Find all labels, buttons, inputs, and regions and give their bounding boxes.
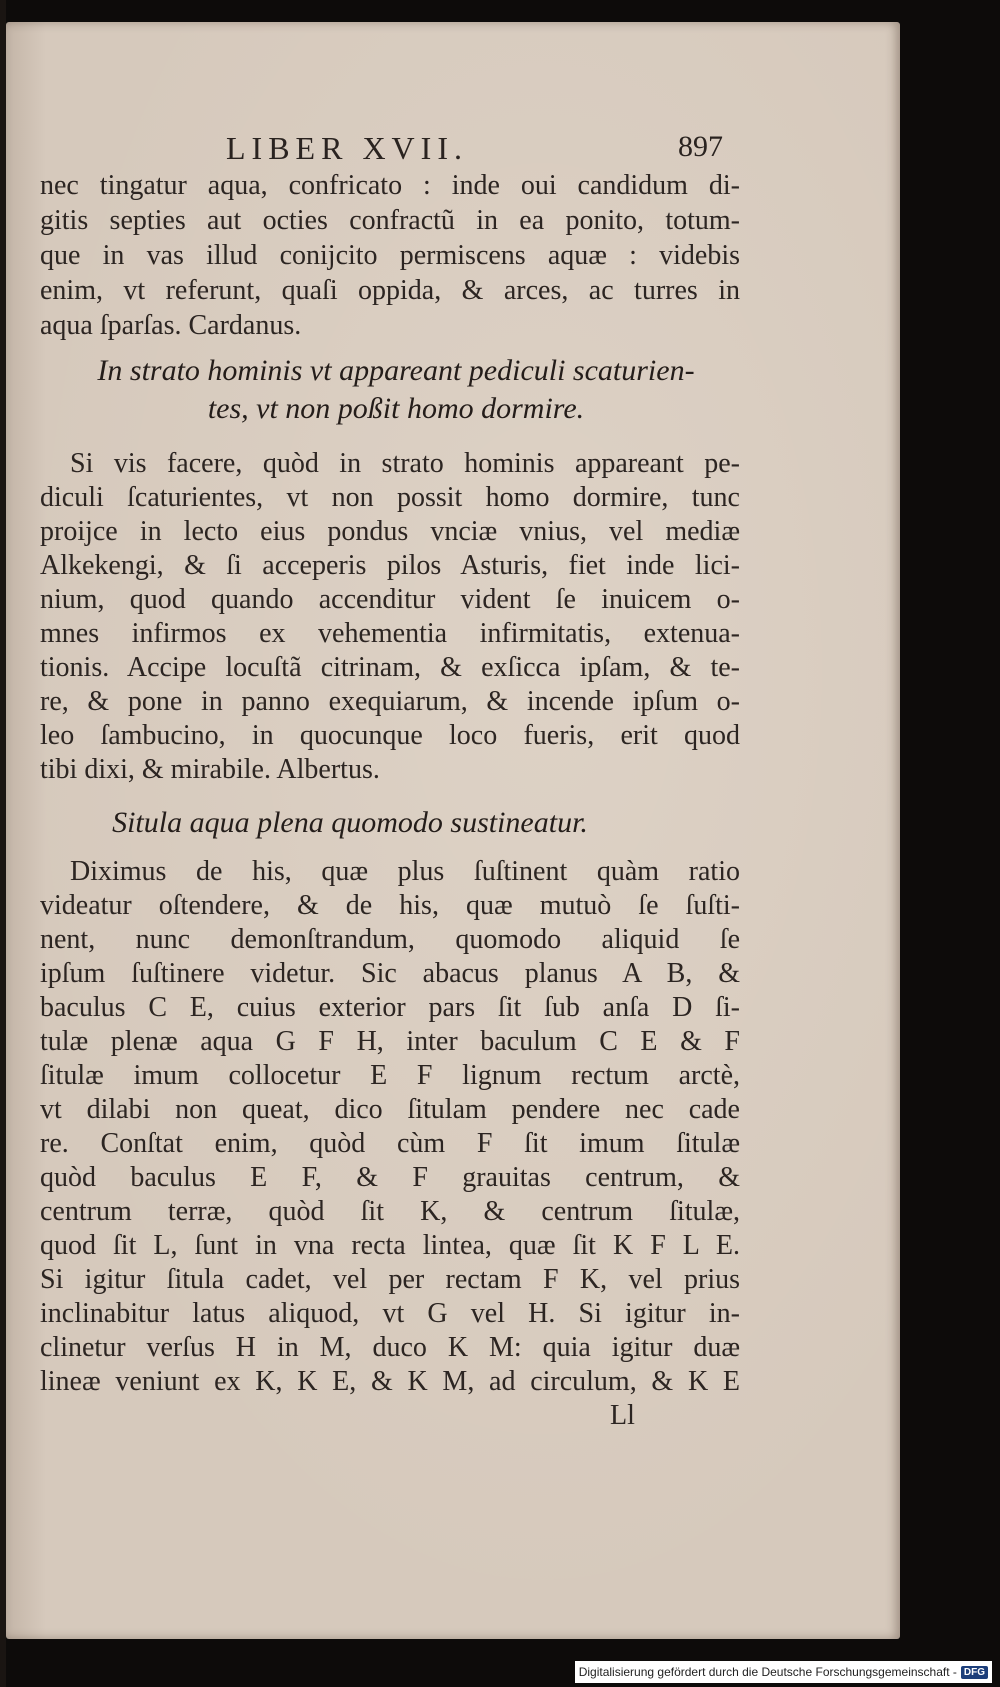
text-line: ipſum ſuſtinere videtur. Sic abacus planus A B, & (40, 958, 740, 989)
text-line: nec tingatur aqua, confricato : inde oui candidum di- (40, 170, 740, 201)
text-line: re, & pone in panno exequiarum, & incende ipſum o- (40, 686, 740, 717)
text-line: re. Conſtat enim, quòd cùm F ſit imum ſitulæ (40, 1128, 740, 1159)
text-line: quod ſit L, ſunt in vna recta lintea, quæ ſit K F L E. (40, 1230, 740, 1261)
text-line: que in vas illud conijcito permiscens aquæ : videbis (40, 240, 740, 271)
text-line: quòd baculus E F, & F grauitas centrum, & (40, 1162, 740, 1193)
text-line: nent, nunc demonſtrandum, quomodo aliquid ſe (40, 924, 740, 955)
text-line: tibi dixi, & mirabile. Albertus. (40, 754, 380, 785)
section-heading: Situla aqua plena quomodo sustineatur. (112, 806, 588, 839)
text-line: proijce in lecto eius pondus vnciæ vnius, vel mediæ (40, 516, 740, 547)
dfg-logo-icon: DFG (961, 1666, 988, 1679)
running-head: LIBER XVII. (226, 130, 468, 166)
section-heading: tes, vt non poßit homo dormire. (207, 392, 585, 425)
text-line: baculus C E, cuius exterior pars ſit ſub anſa D ſi- (40, 992, 740, 1023)
text-line: vt dilabi non queat, dico ſitulam pendere nec cade (40, 1094, 740, 1125)
text-line: clinetur verſus H in M, duco K M: quia igitur duæ (40, 1332, 740, 1363)
text-line: centrum terræ, quòd ſit K, & centrum ſitulæ, (40, 1196, 740, 1227)
text-line: ſitulæ imum collocetur E F lignum rectum arctè, (40, 1060, 740, 1091)
text-line: gitis septies aut octies confractũ in ea ponito, totum- (40, 205, 740, 236)
section-heading: In strato hominis vt appareant pediculi scaturien- (97, 354, 695, 387)
text-line: mnes infirmos ex vehementia infirmitatis, extenua- (40, 618, 740, 649)
text-line: aqua ſparſas. Cardanus. (40, 310, 302, 341)
page-number: 897 (678, 130, 723, 163)
text-line: leo ſambucino, in quocunque loco fueris, erit quod (40, 720, 740, 751)
text-line: Alkekengi, & ſi acceperis pilos Asturis, fiet inde lici- (40, 550, 740, 581)
text-line: lineæ veniunt ex K, K E, & K M, ad circulum, & K E (40, 1366, 740, 1397)
text-line: Diximus de his, quæ plus ſuſtinent quàm ratio (70, 856, 740, 887)
text-line: videatur oſtendere, & de his, quæ mutuò ſe ſuſti- (40, 890, 740, 921)
catchword: Ll (610, 1400, 635, 1431)
text-line: enim, vt referunt, quaſi oppida, & arces, ac turres in (40, 275, 740, 306)
text-line: nium, quod quando accenditur vident ſe inuicem o- (40, 584, 740, 615)
text-line: diculi ſcaturientes, vt non possit homo dormire, tunc (40, 482, 740, 513)
text-line: inclinabitur latus aliquod, vt G vel H. Si igitur in- (40, 1298, 740, 1329)
text-line: tulæ plenæ aqua G F H, inter baculum C E & F (40, 1026, 740, 1057)
text-line: Si vis facere, quòd in strato hominis appareant pe- (70, 448, 740, 479)
book-page (6, 22, 900, 1639)
text-line: tionis. Accipe locuſtã citrinam, & exſicca ipſam, & te- (40, 652, 740, 683)
digitization-credit (575, 1661, 992, 1683)
credit-text: Digitalisierung gefördert durch die Deutsche Forschungsgemeinschaft - (578, 1665, 957, 1679)
text-line: Si igitur ſitula cadet, vel per rectam F K, vel prius (40, 1264, 740, 1295)
